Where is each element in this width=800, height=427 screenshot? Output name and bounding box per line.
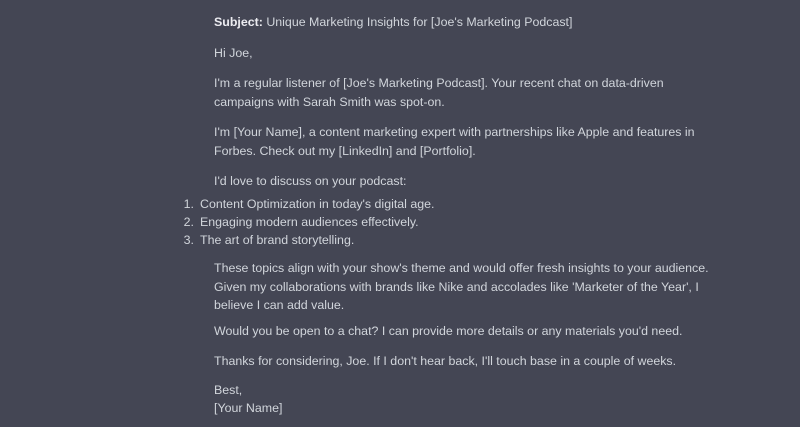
subject-line <box>214 14 572 30</box>
value-line-2: Given my collaborations with brands like Nike and accolades like 'Marketer of the Year', I <box>214 280 699 294</box>
list-item <box>174 196 434 212</box>
signoff: Best, <box>214 383 243 397</box>
subject-text: Unique Marketing Insights for [Joe's Marketing Podcast] <box>262 15 573 29</box>
list-number: 1. <box>183 197 194 211</box>
list-number: 2. <box>183 215 194 229</box>
intro-line-2: campaigns with Sarah Smith was spot-on. <box>214 95 445 109</box>
followup-line: Thanks for considering, Joe. If I don't hear back, I'll touch base in a couple of weeks. <box>214 354 677 368</box>
value-line-1: These topics align with your show's theme and would offer fresh insights to your audience. <box>214 261 709 275</box>
topics-intro: I'd love to discuss on your podcast: <box>214 174 407 188</box>
list-number: 3. <box>183 233 194 247</box>
greeting: Hi Joe, <box>214 46 253 60</box>
signature: [Your Name] <box>214 401 283 415</box>
value-line-3: believe I can add value. <box>214 298 345 312</box>
request-line: Would you be open to a chat? I can provide more details or any materials you'd need. <box>214 324 683 338</box>
list-text: Engaging modern audiences effectively. <box>200 215 419 229</box>
credentials-line-2: Forbes. Check out my [LinkedIn] and [Portfolio]. <box>214 144 476 158</box>
intro-line-1: I'm a regular listener of [Joe's Marketing Podcast]. Your recent chat on data-driven <box>214 76 664 90</box>
subject-label: Subject: <box>214 15 263 29</box>
list-item <box>174 214 419 230</box>
credentials-line-1: I'm [Your Name], a content marketing expert with partnerships like Apple and features in <box>214 125 695 139</box>
list-item <box>174 232 354 248</box>
list-text: The art of brand storytelling. <box>200 233 355 247</box>
list-text: Content Optimization in today's digital age. <box>200 197 435 211</box>
